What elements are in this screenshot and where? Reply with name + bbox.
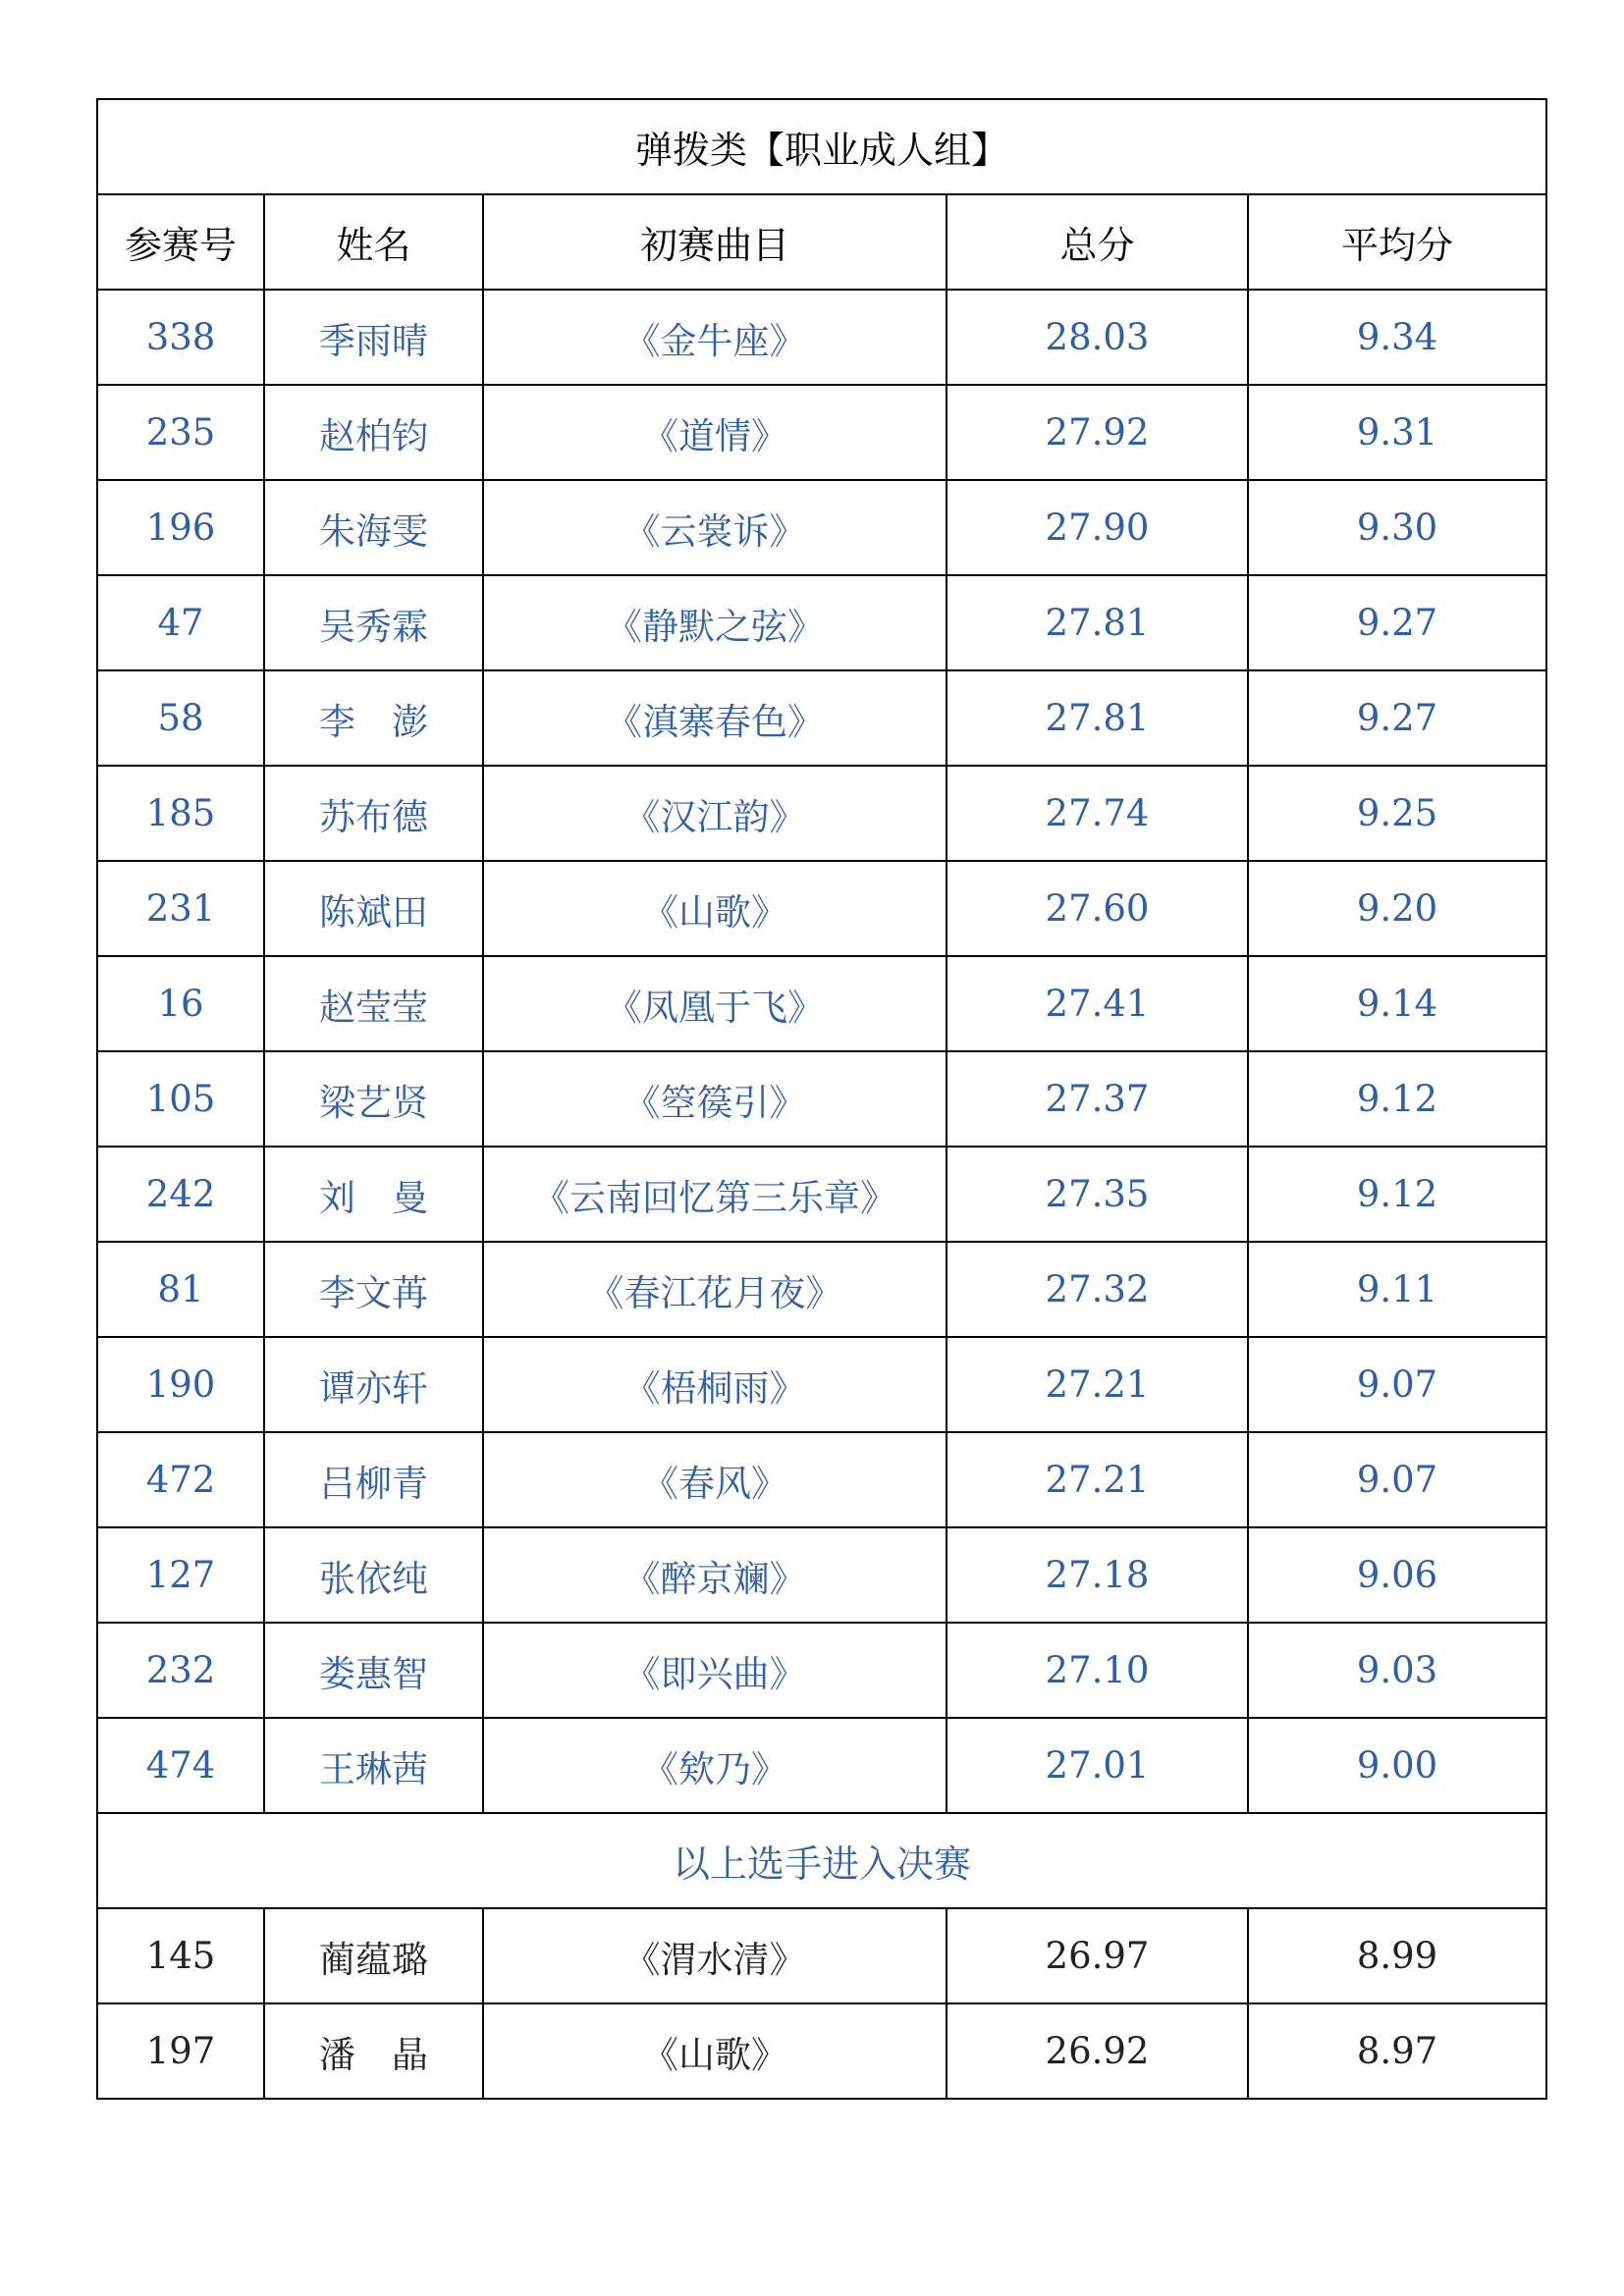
cell-name: 朱海雯 <box>264 480 483 575</box>
cell-piece: 《欸乃》 <box>483 1718 947 1813</box>
cell-piece: 《梧桐雨》 <box>483 1337 947 1432</box>
cell-name: 梁艺贤 <box>264 1051 483 1147</box>
cell-id: 58 <box>97 670 264 766</box>
results-table <box>96 98 1547 2100</box>
cell-piece: 《云裳诉》 <box>483 480 947 575</box>
header-row <box>97 194 1546 290</box>
table-row <box>97 385 1546 480</box>
cell-total: 27.18 <box>947 1527 1248 1623</box>
cell-avg: 9.34 <box>1248 290 1546 385</box>
cell-total: 28.03 <box>947 290 1248 385</box>
table-row <box>97 956 1546 1051</box>
table-row <box>97 766 1546 861</box>
cell-total: 27.60 <box>947 861 1248 956</box>
cell-piece: 《金牛座》 <box>483 290 947 385</box>
cell-total: 26.97 <box>947 1908 1248 2003</box>
cell-total: 27.37 <box>947 1051 1248 1147</box>
cell-id: 474 <box>97 1718 264 1813</box>
cell-id: 190 <box>97 1337 264 1432</box>
table-row <box>97 1432 1546 1527</box>
table-row <box>97 2003 1546 2099</box>
cell-total: 27.90 <box>947 480 1248 575</box>
cell-id: 185 <box>97 766 264 861</box>
cell-avg: 9.31 <box>1248 385 1546 480</box>
cell-piece: 《山歌》 <box>483 2003 947 2099</box>
cell-name: 赵莹莹 <box>264 956 483 1051</box>
cell-name: 王琳茜 <box>264 1718 483 1813</box>
cell-piece: 《渭水清》 <box>483 1908 947 2003</box>
cell-avg: 9.27 <box>1248 575 1546 670</box>
cell-name: 张依纯 <box>264 1527 483 1623</box>
cell-total: 27.01 <box>947 1718 1248 1813</box>
cell-id: 338 <box>97 290 264 385</box>
cell-name: 苏布德 <box>264 766 483 861</box>
cell-avg: 9.11 <box>1248 1242 1546 1337</box>
cell-id: 197 <box>97 2003 264 2099</box>
cell-avg: 9.03 <box>1248 1623 1546 1718</box>
cell-id: 472 <box>97 1432 264 1527</box>
cell-piece: 《静默之弦》 <box>483 575 947 670</box>
table-row <box>97 1051 1546 1147</box>
cell-name: 吕柳青 <box>264 1432 483 1527</box>
cell-piece: 《山歌》 <box>483 861 947 956</box>
cell-piece: 《云南回忆第三乐章》 <box>483 1147 947 1242</box>
cell-avg: 9.07 <box>1248 1337 1546 1432</box>
header-avg: 平均分 <box>1248 194 1546 290</box>
header-piece: 初赛曲目 <box>483 194 947 290</box>
cell-piece: 《即兴曲》 <box>483 1623 947 1718</box>
cell-total: 27.74 <box>947 766 1248 861</box>
header-id: 参赛号 <box>97 194 264 290</box>
cell-avg: 9.06 <box>1248 1527 1546 1623</box>
table-row <box>97 1908 1546 2003</box>
cell-piece: 《滇寨春色》 <box>483 670 947 766</box>
title-row <box>97 99 1546 194</box>
cell-name: 赵柏钧 <box>264 385 483 480</box>
table-row <box>97 480 1546 575</box>
cell-name: 刘 曼 <box>264 1147 483 1242</box>
cell-piece: 《道情》 <box>483 385 947 480</box>
cell-avg: 9.27 <box>1248 670 1546 766</box>
cell-name: 李 澎 <box>264 670 483 766</box>
table-row <box>97 1147 1546 1242</box>
header-name: 姓名 <box>264 194 483 290</box>
cell-id: 235 <box>97 385 264 480</box>
cell-name: 谭亦轩 <box>264 1337 483 1432</box>
cell-id: 145 <box>97 1908 264 2003</box>
cell-id: 196 <box>97 480 264 575</box>
cell-id: 231 <box>97 861 264 956</box>
cell-avg: 9.07 <box>1248 1432 1546 1527</box>
cell-name: 娄惠智 <box>264 1623 483 1718</box>
cell-name: 潘 晶 <box>264 2003 483 2099</box>
cell-total: 27.81 <box>947 575 1248 670</box>
cell-name: 李文苒 <box>264 1242 483 1337</box>
cell-piece: 《春江花月夜》 <box>483 1242 947 1337</box>
cell-id: 47 <box>97 575 264 670</box>
cell-total: 27.21 <box>947 1432 1248 1527</box>
table-row <box>97 1623 1546 1718</box>
header-total: 总分 <box>947 194 1248 290</box>
cell-total: 27.92 <box>947 385 1248 480</box>
results-table-body <box>97 99 1546 2099</box>
cell-avg: 8.99 <box>1248 1908 1546 2003</box>
cell-total: 27.41 <box>947 956 1248 1051</box>
cell-id: 81 <box>97 1242 264 1337</box>
cell-avg: 9.14 <box>1248 956 1546 1051</box>
cell-total: 27.35 <box>947 1147 1248 1242</box>
advance-note: 以上选手进入决赛 <box>97 1813 1546 1908</box>
cell-avg: 8.97 <box>1248 2003 1546 2099</box>
table-row <box>97 861 1546 956</box>
cell-piece: 《醉京斓》 <box>483 1527 947 1623</box>
cell-id: 127 <box>97 1527 264 1623</box>
table-row <box>97 290 1546 385</box>
cell-id: 232 <box>97 1623 264 1718</box>
cell-id: 16 <box>97 956 264 1051</box>
cell-avg: 9.25 <box>1248 766 1546 861</box>
cell-id: 242 <box>97 1147 264 1242</box>
cell-name: 季雨晴 <box>264 290 483 385</box>
cell-piece: 《春风》 <box>483 1432 947 1527</box>
cell-name: 吴秀霖 <box>264 575 483 670</box>
cell-piece: 《凤凰于飞》 <box>483 956 947 1051</box>
advance-note-row <box>97 1813 1546 1908</box>
cell-avg: 9.20 <box>1248 861 1546 956</box>
cell-total: 27.81 <box>947 670 1248 766</box>
cell-total: 26.92 <box>947 2003 1248 2099</box>
cell-avg: 9.12 <box>1248 1147 1546 1242</box>
table-title: 弹拨类【职业成人组】 <box>97 99 1546 194</box>
table-row <box>97 1337 1546 1432</box>
cell-avg: 9.00 <box>1248 1718 1546 1813</box>
cell-total: 27.32 <box>947 1242 1248 1337</box>
table-row <box>97 670 1546 766</box>
table-row <box>97 575 1546 670</box>
cell-name: 蔺蕴璐 <box>264 1908 483 2003</box>
cell-total: 27.10 <box>947 1623 1248 1718</box>
cell-name: 陈斌田 <box>264 861 483 956</box>
cell-id: 105 <box>97 1051 264 1147</box>
cell-piece: 《箜篌引》 <box>483 1051 947 1147</box>
table-row <box>97 1718 1546 1813</box>
table-row <box>97 1242 1546 1337</box>
cell-avg: 9.12 <box>1248 1051 1546 1147</box>
table-row <box>97 1527 1546 1623</box>
cell-total: 27.21 <box>947 1337 1248 1432</box>
cell-piece: 《汉江韵》 <box>483 766 947 861</box>
cell-avg: 9.30 <box>1248 480 1546 575</box>
